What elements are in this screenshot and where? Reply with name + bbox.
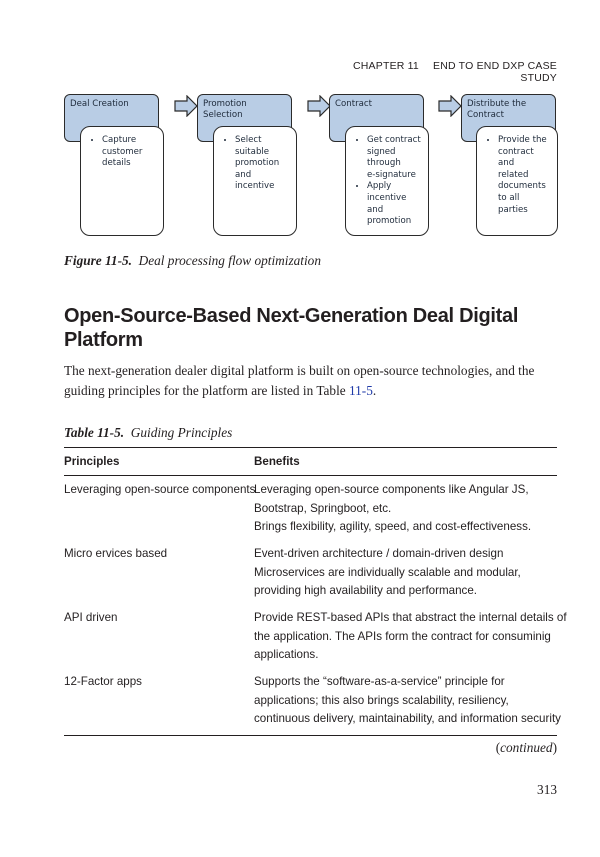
table-reference-link[interactable]: 11-5 xyxy=(349,383,373,398)
stage-detail-box xyxy=(476,126,558,236)
detail-item: • Apply incentive and promotion xyxy=(367,181,422,227)
table-row xyxy=(64,476,557,540)
stage-detail-box xyxy=(213,126,297,236)
benefit-cell: Event-driven architecture / domain-driven design Microservices are individually scalable and modular, providing high availability and performance. xyxy=(254,547,521,597)
stage-title: Promotion Selection xyxy=(203,99,247,120)
detail-item: • Select suitable promotion and incentive xyxy=(235,135,290,193)
table-row xyxy=(64,604,567,668)
guiding-principles-table xyxy=(64,447,567,736)
table-caption xyxy=(64,425,232,441)
detail-item: • Provide the contract and related documents to all parties xyxy=(498,135,551,216)
detail-item: • Capture customer details xyxy=(102,135,157,170)
section-title: Open-Source-Based Next-Generation Deal Digital Platform xyxy=(64,305,519,351)
detail-list xyxy=(91,135,157,170)
principle-cell: Micro ervices based xyxy=(64,547,168,560)
flow-arrow-icon xyxy=(307,95,331,117)
table-row xyxy=(64,540,557,604)
stage-title: Deal Creation xyxy=(70,99,129,109)
detail-list xyxy=(224,135,290,193)
benefit-cell: Supports the “software-as-a-service” principle for applications; this also brings scalability, resiliency, continuous delivery, maintainability, and information security xyxy=(254,675,561,725)
table-row xyxy=(64,668,561,735)
table-label: Table 11-5. xyxy=(64,425,125,440)
benefit-cell: Leveraging open-source components like Angular JS, Bootstrap, Springboot, etc. Brings flexibility, agility, speed, and cost-effectiveness. xyxy=(254,483,532,533)
figure-caption xyxy=(64,253,321,269)
table-bottom-rule xyxy=(64,735,557,736)
detail-item: • Get contract signed through e-signature xyxy=(367,135,422,181)
book-title: END TO END DXP CASE STUDY xyxy=(432,60,557,84)
table-caption-text: Guiding Principles xyxy=(130,425,233,440)
body-paragraph: The next-generation dealer digital platform is built on open-source technologies, and the guiding principles for the platform are listed in Table 11-5. xyxy=(64,363,535,398)
detail-list xyxy=(487,135,551,216)
stage-title: Distribute the Contract xyxy=(467,99,527,120)
flow-arrow-icon xyxy=(438,95,462,117)
principle-cell: API driven xyxy=(64,611,118,624)
column-header-benefits: Benefits xyxy=(254,455,300,468)
page-number: 313 xyxy=(537,782,557,797)
table-header-row xyxy=(64,448,557,475)
principle-cell: Leveraging open-source components xyxy=(64,483,256,496)
principle-cell: 12-Factor apps xyxy=(64,675,142,688)
stage-detail-box xyxy=(345,126,429,236)
figure-caption-text: Deal processing flow optimization xyxy=(138,253,321,268)
flow-arrow-icon xyxy=(174,95,198,117)
chapter-label: CHAPTER 11 xyxy=(352,60,419,72)
figure-label: Figure 11-5. xyxy=(64,253,132,268)
continued-note: (continued) xyxy=(495,740,557,755)
stage-detail-box xyxy=(80,126,164,236)
flow-diagram xyxy=(64,90,558,250)
detail-list xyxy=(356,135,422,228)
benefit-cell: Provide REST-based APIs that abstract the internal details of the application. The APIs form the contract for consuminig applications. xyxy=(254,611,567,661)
running-header xyxy=(320,60,557,84)
stage-title: Contract xyxy=(335,99,372,109)
column-header-principles: Principles xyxy=(64,455,120,468)
